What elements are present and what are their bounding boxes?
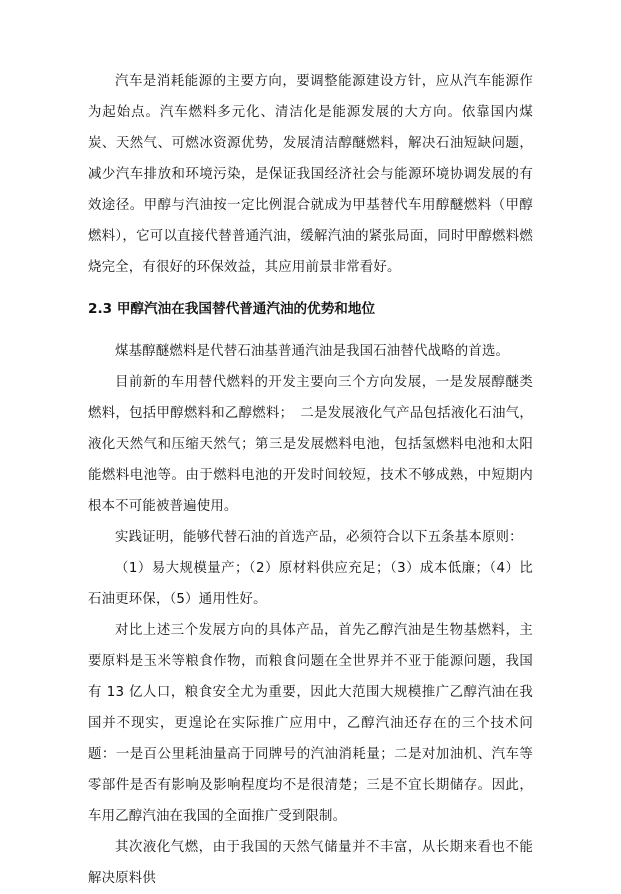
paragraph-liquefied-gas: 其次液化气燃，由于我国的天然气储量并不丰富，从长期来看也不能解决原料供 bbox=[88, 840, 533, 886]
paragraph-coal-based-fuel: 煤基醇醚燃料是代替石油基普通汽油是我国石油替代战略的首选。 bbox=[115, 344, 510, 359]
paragraph-practice-proves: 实践证明，能够代替石油的首选产品，必须符合以下五条基本原则： bbox=[115, 530, 523, 545]
paragraph-three-directions: 目前新的车用替代燃料的开发主要向三个方向发展，一是发展醇醚类燃料，包括甲醇燃料和乙醇燃料； 二是发展液化气产品包括液化石油气，液化天然气和压缩天然气；第三是发展燃料电池，包括氢燃料电池和太阳能燃料电池等。由于燃料电池的开发时间较短，技术不够成熟，中短期内根本不可能被普遍使用。 bbox=[88, 375, 533, 514]
paragraph-ethanol-gasoline: 对比上述三个发展方向的具体产品，首先乙醇汽油是生物基燃料，主要原料是玉米等粮食作物，而粮食问题在全世界并不亚于能源问题，我国有 13 亿人口，粮食安全尤为重要，因此大范围大规模推广乙醇汽油在我国并不现实，更遑论在实际推广应用中，乙醇汽油还存在的三个技术问题：一是百公里耗油量高于同牌号的汽油消耗量；二是对加油机、汽车等零部件是否有影响及影响程度均不是很清楚；三是不宜长期储存。因此，车用乙醇汽油在我国的全面推广受到限制。 bbox=[88, 623, 533, 824]
section-heading: 2.3 甲醇汽油在我国替代普通汽油的优势和地位 bbox=[88, 301, 376, 317]
paragraph-five-principles: （1）易大规模量产；（2）原材料供应充足；（3）成本低廉；（4）比石油更环保，（5）通用性好。 bbox=[88, 561, 533, 607]
paragraph-energy-direction: 汽车是消耗能源的主要方向，要调整能源建设方针，应从汽车能源作为起始点。汽车燃料多元化、清洁化是能源发展的大方向。依靠国内煤炭、天然气、可燃冰资源优势，发展清洁醇醚燃料，解决石油短缺问题，减少汽车排放和环境污染，是保证我国经济社会与能源环境协调发展的有效途径。甲醇与汽油按一定比例混合就成为甲基替代车用醇醚燃料（甲醇燃料），它可以直接代替普通汽油，缓解汽油的紧张局面，同时甲醇燃料燃烧完全，有很好的环保效益，其应用前景非常看好。 bbox=[88, 74, 533, 275]
